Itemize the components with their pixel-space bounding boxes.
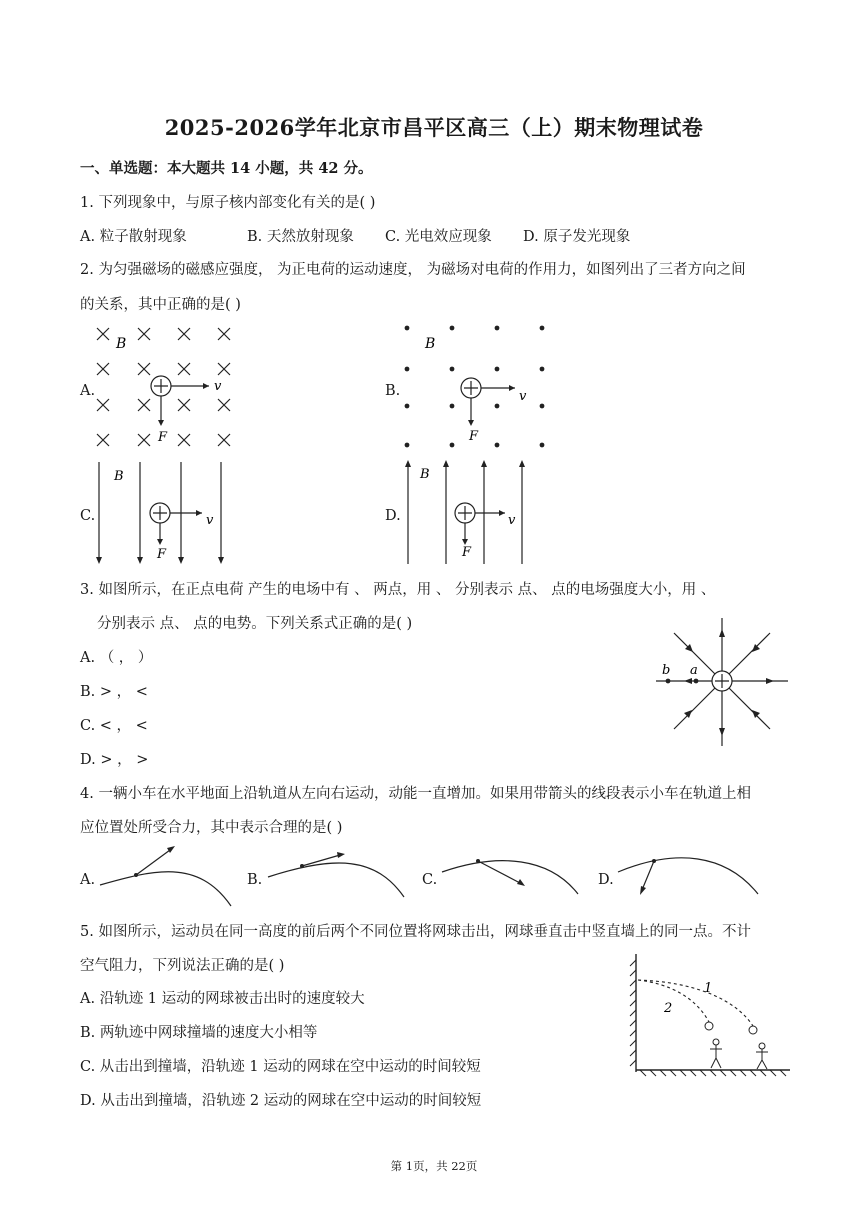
q2-option-c[interactable]: C. — [80, 508, 96, 524]
q2-diagram-b — [395, 322, 555, 452]
q2d-label-b: B — [420, 467, 430, 482]
q2b-label-v: v — [519, 389, 527, 404]
q4-stem-line2: 应位置处所受合力，其中表示合理的是( ) — [80, 820, 343, 836]
q2c-label-f: F — [157, 547, 167, 562]
q2-diagram-a — [90, 322, 240, 452]
q5-option-d[interactable]: D. 从击出到撞墙，沿轨迹 2 运动的网球在空中运动的时间较短 — [80, 1093, 482, 1109]
q1-option-a[interactable]: A. 粒子散射现象 — [80, 229, 187, 245]
q5-option-b[interactable]: B. 两轨迹中网球撞墙的速度大小相等 — [80, 1025, 318, 1041]
q4-diagram-c — [440, 850, 580, 900]
q3-option-c[interactable]: C. < ， < — [80, 718, 148, 734]
q1-option-c[interactable]: C. 光电效应现象 — [385, 229, 492, 245]
q4-option-a[interactable]: A. — [80, 872, 96, 888]
section-heading: 一、单选题：本大题共 14 小题，共 42 分。 — [80, 160, 373, 177]
q2a-label-f: F — [158, 430, 168, 445]
q3-label-a: a — [690, 663, 698, 678]
q3-option-d[interactable]: D. > ， > — [80, 752, 149, 768]
q3-option-a[interactable]: A. （ ， ） — [80, 650, 153, 666]
q5-stem-line2: 空气阻力，下列说法正确的是( ) — [80, 958, 285, 974]
q2c-label-b: B — [114, 469, 124, 484]
q4-diagram-a — [98, 840, 238, 910]
q1-option-b[interactable]: B. 天然放射现象 — [247, 229, 354, 245]
q2-diagram-d — [398, 458, 538, 568]
q5-option-a[interactable]: A. 沿轨迹 1 运动的网球被击出时的速度较大 — [80, 991, 365, 1007]
q2a-label-b: B — [116, 336, 127, 352]
q2a-label-v: v — [214, 379, 222, 394]
q2-stem-line2: 的关系，其中正确的是( ) — [80, 297, 241, 313]
q2b-label-f: F — [469, 429, 479, 444]
page-footer: 第 1页，共 22页 — [390, 1159, 478, 1173]
q2-option-d[interactable]: D. — [385, 508, 401, 524]
q4-diagram-b — [266, 845, 406, 905]
q2-option-a[interactable]: A. — [80, 383, 96, 399]
q5-label-2: 2 — [664, 1001, 673, 1016]
q3-stem-line2: 分别表示 点、 点的电势。下列关系式正确的是( ) — [97, 616, 413, 632]
q2d-label-f: F — [462, 545, 472, 560]
q2-diagram-c — [90, 460, 235, 570]
q4-diagram-d — [616, 850, 761, 900]
q5-label-1: 1 — [704, 981, 713, 996]
q2c-label-v: v — [206, 513, 214, 528]
q2-stem-line1: 2. 为匀强磁场的磁感应强度， 为正电荷的运动速度， 为磁场对电荷的作用力，如图列出了三者方向之间 — [80, 262, 746, 278]
q1-option-d[interactable]: D. 原子发光现象 — [523, 229, 631, 245]
q4-option-b[interactable]: B. — [247, 872, 263, 888]
q2b-label-b: B — [425, 336, 436, 352]
q2-option-b[interactable]: B. — [385, 383, 401, 399]
q3-label-b: b — [662, 663, 671, 678]
q1-stem: 1. 下列现象中，与原子核内部变化有关的是( ) — [80, 195, 376, 211]
q4-stem-line1: 4. 一辆小车在水平地面上沿轨道从左向右运动，动能一直增加。如果用带箭头的线段表示小车在轨道上相 — [80, 786, 751, 802]
q4-option-c[interactable]: C. — [422, 872, 438, 888]
q2d-label-v: v — [508, 513, 516, 528]
q3-option-b[interactable]: B. > ， < — [80, 684, 148, 700]
page-title: 2025-2026学年北京市昌平区高三（上）期末物理试卷 — [164, 115, 704, 140]
q4-option-d[interactable]: D. — [598, 872, 614, 888]
q5-stem-line1: 5. 如图所示，运动员在同一高度的前后两个不同位置将网球击出，网球垂直击中竖直墙上的同一点。不计 — [80, 924, 751, 940]
q3-field-diagram — [648, 610, 796, 752]
q5-option-c[interactable]: C. 从击出到撞墙，沿轨迹 1 运动的网球在空中运动的时间较短 — [80, 1059, 481, 1075]
q3-stem-line1: 3. 如图所示，在正点电荷 产生的电场中有 、 两点，用 、 分别表示 点、 点的电场强度大小，用 、 — [80, 582, 716, 598]
q5-wall-diagram — [626, 950, 794, 1080]
